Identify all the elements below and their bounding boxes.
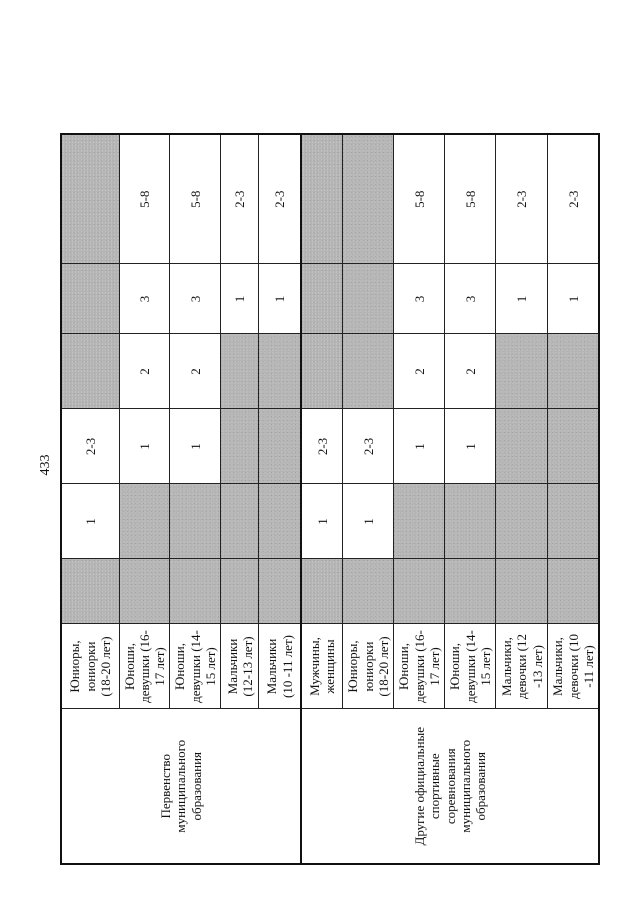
- place-cell: 1: [548, 264, 599, 334]
- shaded-cell: [61, 334, 119, 409]
- age-group-cell: Юниоры, юниорки (18-20 лет): [343, 624, 394, 709]
- place-cell: 1: [343, 484, 394, 559]
- age-group-cell: Юноши, девушки (14-15 лет): [445, 624, 496, 709]
- ranking-table: [60, 133, 600, 865]
- place-cell: 2-3: [548, 134, 599, 264]
- age-group-cell: Мальчики, девочки (10 -11 лет): [548, 624, 599, 709]
- place-cell: 3: [394, 264, 445, 334]
- shaded-cell: [343, 559, 394, 624]
- place-cell: 2: [170, 334, 221, 409]
- place-cell: 2-3: [221, 134, 259, 264]
- place-cell: 5-8: [119, 134, 170, 264]
- age-group-cell: Мужчины, женщины: [301, 624, 343, 709]
- shaded-cell: [548, 484, 599, 559]
- place-cell: 3: [445, 264, 496, 334]
- place-cell: 1: [170, 409, 221, 484]
- shaded-cell: [548, 409, 599, 484]
- shaded-cell: [496, 559, 548, 624]
- shaded-cell: [259, 484, 301, 559]
- shaded-cell: [301, 134, 343, 264]
- age-group-cell: Мальчики (10 -11 лет): [259, 624, 301, 709]
- place-cell: 5-8: [445, 134, 496, 264]
- age-group-cell: Юноши, девушки (14-15 лет): [170, 624, 221, 709]
- shaded-cell: [259, 334, 301, 409]
- shaded-cell: [119, 484, 170, 559]
- shaded-cell: [496, 484, 548, 559]
- event-cell: Первенство муниципального образования: [61, 709, 301, 864]
- event-cell: Другие официальные спортивные соревнования муниципального образования: [301, 709, 599, 864]
- shaded-cell: [221, 559, 259, 624]
- table-row: [301, 134, 343, 864]
- shaded-cell: [301, 264, 343, 334]
- place-cell: 3: [170, 264, 221, 334]
- place-cell: 1: [221, 264, 259, 334]
- shaded-cell: [221, 334, 259, 409]
- rotated-table-wrapper: [60, 135, 597, 865]
- shaded-cell: [343, 334, 394, 409]
- shaded-cell: [61, 264, 119, 334]
- shaded-cell: [394, 484, 445, 559]
- table-body: [61, 134, 599, 864]
- age-group-cell: Мальчики, девочки (12 -13 лет): [496, 624, 548, 709]
- shaded-cell: [548, 559, 599, 624]
- place-cell: 2-3: [61, 409, 119, 484]
- shaded-cell: [221, 484, 259, 559]
- place-cell: 2-3: [496, 134, 548, 264]
- shaded-cell: [170, 559, 221, 624]
- place-cell: 2: [445, 334, 496, 409]
- shaded-cell: [548, 334, 599, 409]
- shaded-cell: [445, 484, 496, 559]
- age-group-cell: Юниоры, юниорки (18-20 лет): [61, 624, 119, 709]
- shaded-cell: [301, 559, 343, 624]
- place-cell: 1: [259, 264, 301, 334]
- place-cell: 2: [394, 334, 445, 409]
- age-group-cell: Юноши, девушки (16-17 лет): [119, 624, 170, 709]
- place-cell: 5-8: [170, 134, 221, 264]
- age-group-cell: Юноши, девушки (16-17 лет): [394, 624, 445, 709]
- place-cell: 3: [119, 264, 170, 334]
- shaded-cell: [259, 559, 301, 624]
- place-cell: 2-3: [259, 134, 301, 264]
- place-cell: 5-8: [394, 134, 445, 264]
- page-number: 433: [38, 454, 53, 476]
- shaded-cell: [61, 559, 119, 624]
- place-cell: 1: [301, 484, 343, 559]
- shaded-cell: [445, 559, 496, 624]
- place-cell: 1: [394, 409, 445, 484]
- shaded-cell: [343, 134, 394, 264]
- place-cell: 2: [119, 334, 170, 409]
- shaded-cell: [221, 409, 259, 484]
- shaded-cell: [496, 409, 548, 484]
- shaded-cell: [343, 264, 394, 334]
- shaded-cell: [301, 334, 343, 409]
- shaded-cell: [170, 484, 221, 559]
- shaded-cell: [259, 409, 301, 484]
- place-cell: 1: [445, 409, 496, 484]
- shaded-cell: [394, 559, 445, 624]
- place-cell: 1: [61, 484, 119, 559]
- shaded-cell: [496, 334, 548, 409]
- age-group-cell: Мальчики (12-13 лет): [221, 624, 259, 709]
- place-cell: 1: [119, 409, 170, 484]
- shaded-cell: [119, 559, 170, 624]
- place-cell: 2-3: [301, 409, 343, 484]
- table-row: [61, 134, 119, 864]
- place-cell: 2-3: [343, 409, 394, 484]
- place-cell: 1: [496, 264, 548, 334]
- shaded-cell: [61, 134, 119, 264]
